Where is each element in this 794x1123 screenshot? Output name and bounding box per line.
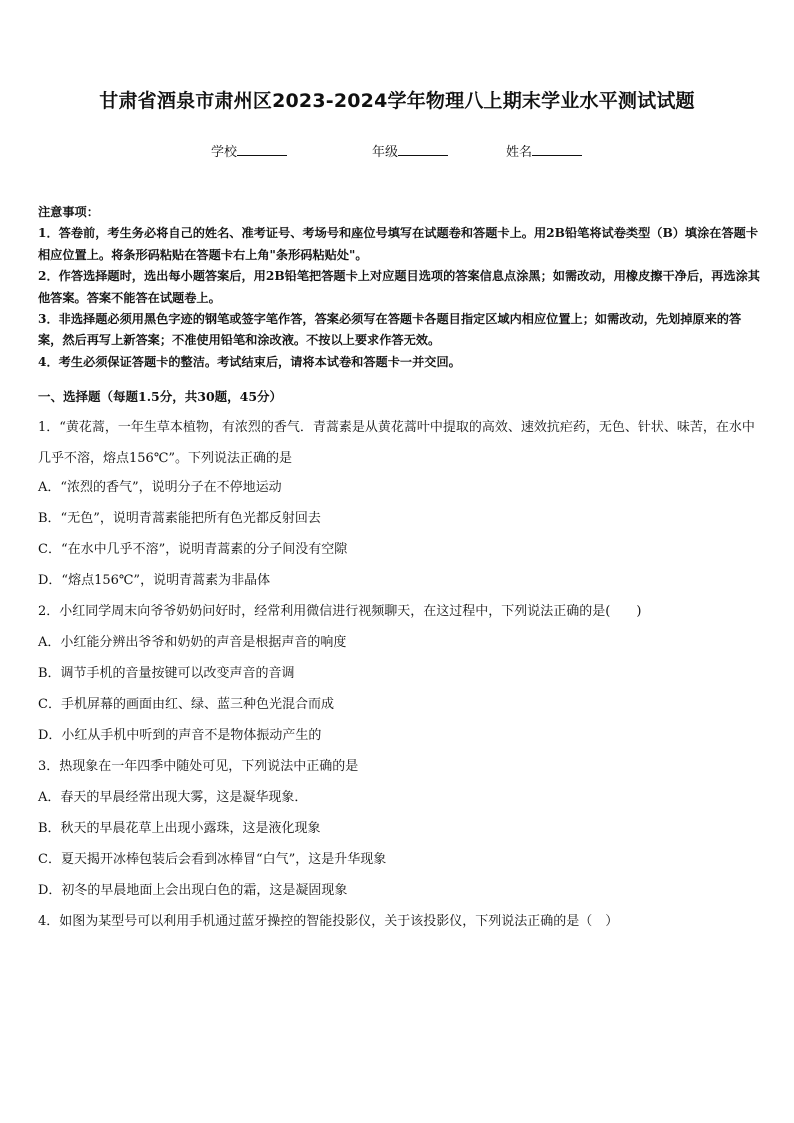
notice-block xyxy=(38,202,760,373)
name-field xyxy=(506,141,582,160)
question-stem: 2．小红同学周末向爷爷奶奶问好时，经常利用微信进行视频聊天，在这过程中，下列说法正确的是( ) xyxy=(38,604,642,619)
question-option: A．小红能分辨出爷爷和奶奶的声音是根据声音的响度 xyxy=(38,635,347,650)
notice-item: 1．答卷前，考生务必将自己的姓名、准考证号、考场号和座位号填写在试题卷和答题卡上。用2B铅笔将试卷类型（B）填涂在答题卡相应位置上。将条形码粘贴在答题卡右上角"条形码粘贴处"。 xyxy=(38,226,759,262)
page-title: 甘肃省酒泉市肃州区2023-2024学年物理八上期末学业水平测试试题 xyxy=(99,90,695,112)
notice-item: 3．非选择题必须用黑色字迹的钢笔或签字笔作答，答案必须写在答题卡各题目指定区域内相应位置上；如需改动，先划掉原来的答案，然后再写上新答案；不准使用铅笔和涂改液。不按以上要求作答无效。 xyxy=(38,312,742,348)
question-stem: 3．热现象在一年四季中随处可见，下列说法中正确的是 xyxy=(38,759,359,774)
question-option: C．手机屏幕的画面由红、绿、蓝三种色光混合而成 xyxy=(38,697,334,712)
question-option: A．“浓烈的香气”，说明分子在不停地运动 xyxy=(38,480,282,495)
school-label: 学校 xyxy=(211,145,238,160)
name-blank xyxy=(532,142,582,156)
question-option: D．小红从手机中听到的声音不是物体振动产生的 xyxy=(38,728,322,743)
notice-item: 4．考生必须保证答题卡的整洁。考试结束后，请将本试卷和答题卡一并交回。 xyxy=(38,354,461,369)
grade-field xyxy=(372,141,448,160)
name-label: 姓名 xyxy=(506,145,533,160)
notice-heading: 注意事项： xyxy=(38,205,99,219)
question-option: B．调节手机的音量按键可以改变声音的音调 xyxy=(38,666,295,681)
question-option: D．初冬的早晨地面上会出现白色的霜，这是凝固现象 xyxy=(38,883,348,898)
school-blank xyxy=(237,142,287,156)
question-option: C．“在水中几乎不溶”，说明青蒿素的分子间没有空隙 xyxy=(38,542,348,557)
grade-blank xyxy=(398,142,448,156)
question-option: B．“无色”，说明青蒿素能把所有色光都反射回去 xyxy=(38,511,321,526)
notice-item: 2．作答选择题时，选出每小题答案后，用2B铅笔把答题卡上对应题目选项的答案信息点涂黑；如需改动，用橡皮擦干净后，再选涂其他答案。答案不能答在试题卷上。 xyxy=(38,269,760,305)
question-option: A．春天的早晨经常出现大雾，这是凝华现象． xyxy=(38,790,308,805)
question-stem: 1．“黄花蒿，一年生草本植物，有浓烈的香气．青蒿素是从黄花蒿叶中提取的高效、速效抗疟药，无色、针状、味苦，在水中几乎不溶，熔点156℃”。下列说法正确的是 xyxy=(38,420,755,466)
grade-label: 年级 xyxy=(372,145,399,160)
question-list xyxy=(38,412,760,939)
school-field xyxy=(211,141,287,160)
student-info-row xyxy=(0,141,794,161)
question-option: C．夏天揭开冰棒包装后会看到冰棒冒“白气”，这是升华现象 xyxy=(38,852,387,867)
question-option: B．秋天的早晨花草上出现小露珠，这是液化现象 xyxy=(38,821,321,836)
question-option: D．“熔点156℃”，说明青蒿素为非晶体 xyxy=(38,573,271,588)
question-stem: 4．如图为某型号可以利用手机通过蓝牙操控的智能投影仪，关于该投影仪，下列说法正确的是（ ） xyxy=(38,914,619,929)
section-heading: 一、选择题（每题1.5分，共30题，45分） xyxy=(38,389,283,404)
